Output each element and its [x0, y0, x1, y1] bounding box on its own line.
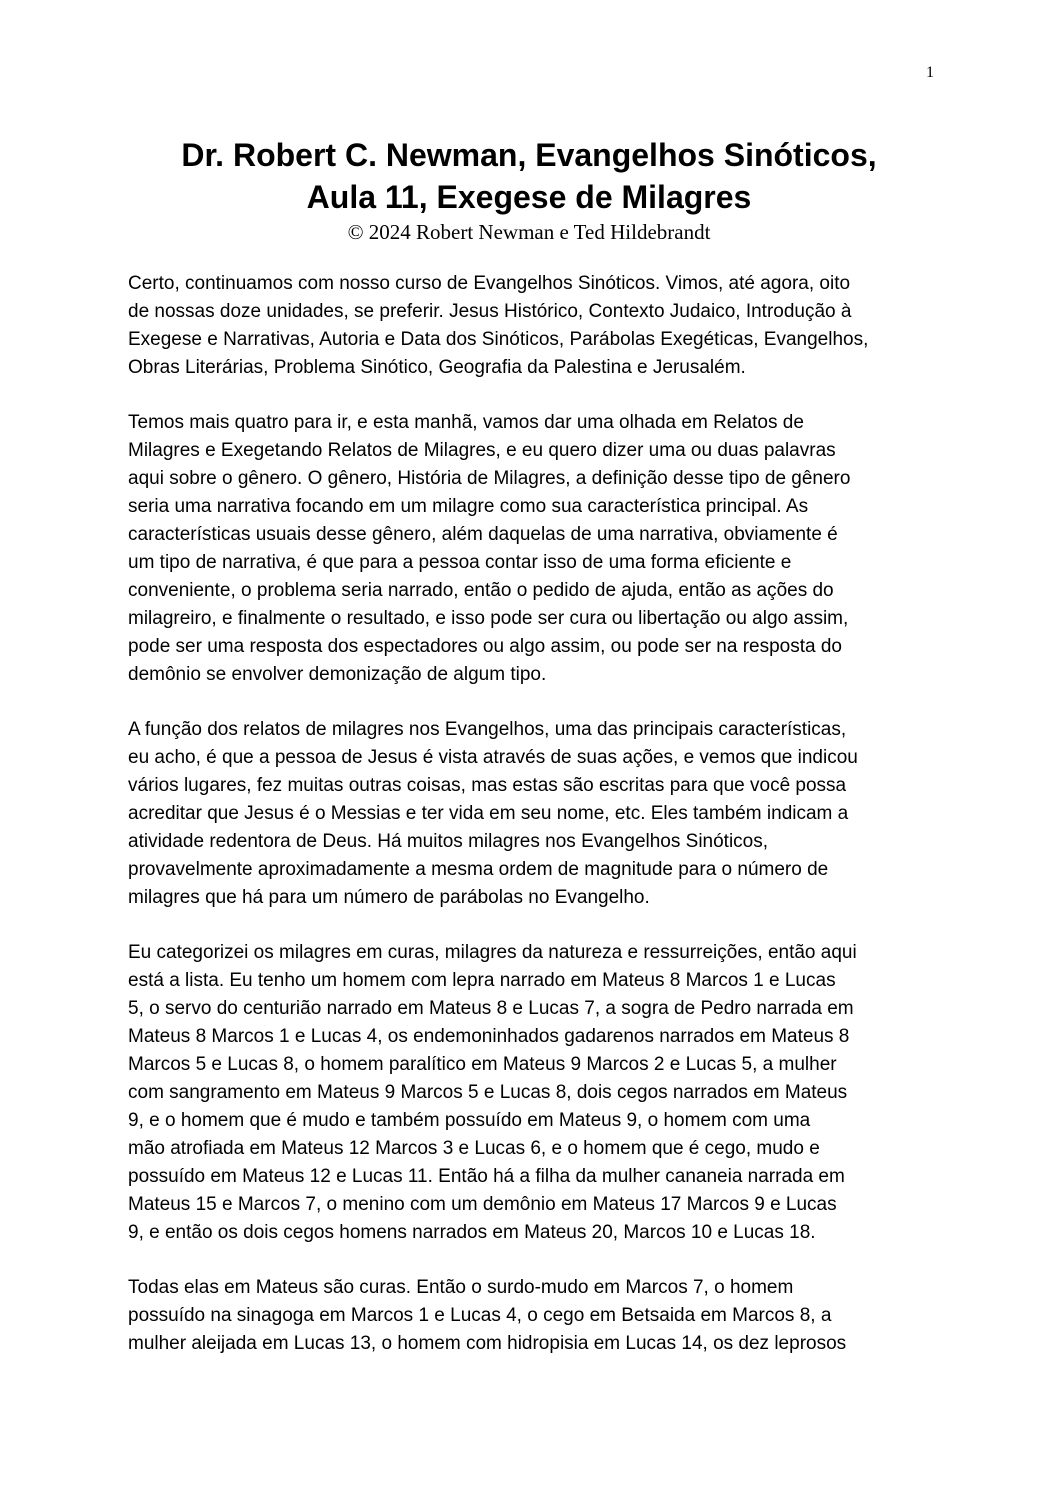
- paragraph-3: A função dos relatos de milagres nos Evangelhos, uma das principais características, eu acho, é que a pessoa de Jesus é vista através de suas ações, e vemos que indicou vários lugares, fez muitas outras coisas, mas estas são escritas para que você possa acreditar que Jesus é o Messias e ter vida em seu nome, etc. Eles também indicam a atividade redentora de Deus. Há muitos milagres nos Evangelhos Sinóticos, provavelmente aproximadamente a mesma ordem de magnitude para o número de milagres que há para um número de parábolas no Evangelho.: [128, 719, 858, 908]
- paragraph-1: Certo, continuamos com nosso curso de Evangelhos Sinóticos. Vimos, até agora, oito de nossas doze unidades, se preferir. Jesus Histórico, Contexto Judaico, Introdução à Exegese e Narrativas, Autoria e Data dos Sinóticos, Parábolas Exegéticas, Evangelhos, Obras Literárias, Problema Sinótico, Geografia da Palestina e Jerusalém.: [128, 273, 869, 378]
- copyright-notice: © 2024 Robert Newman e Ted Hildebrandt: [347, 220, 711, 244]
- paragraph-5: Todas elas em Mateus são curas. Então o surdo-mudo em Marcos 7, o homem possuído na sinagoga em Marcos 1 e Lucas 4, o cego em Betsaida em Marcos 8, a mulher aleijada em Lucas 13, o homem com hidropisia em Lucas 14, os dez leprosos: [128, 1277, 847, 1354]
- title-block: [0, 134, 1058, 246]
- page-number: 1: [926, 64, 934, 81]
- paragraph-2: Temos mais quatro para ir, e esta manhã, vamos dar uma olhada em Relatos de Milagres e Exegetando Relatos de Milagres, e eu quero dizer uma ou duas palavras aqui sobre o gênero. O gênero, História de Milagres, a definição desse tipo de gênero seria uma narrativa focando em um milagre como sua característica principal. As características usuais desse gênero, além daquelas de uma narrativa, obviamente é um tipo de narrativa, é que para a pessoa contar isso de uma forma eficiente e conveniente, o problema seria narrado, então o pedido de ajuda, então as ações do milagreiro, e finalmente o resultado, e isso pode ser cura ou libertação ou algo assim, pode ser uma resposta dos espectadores ou algo assim, ou pode ser na resposta do demônio se envolver demonização de algum tipo.: [128, 412, 851, 685]
- paragraph-4: Eu categorizei os milagres em curas, milagres da natureza e ressurreições, então aqui está a lista. Eu tenho um homem com lepra narrado em Mateus 8 Marcos 1 e Lucas 5, o servo do centurião narrado em Mateus 8 e Lucas 7, a sogra de Pedro narrada em Mateus 8 Marcos 1 e Lucas 4, os endemoninhados gadarenos narrados em Mateus 8 Marcos 5 e Lucas 8, o homem paralítico em Mateus 9 Marcos 2 e Lucas 5, a mulher com sangramento em Mateus 9 Marcos 5 e Lucas 8, dois cegos narrados em Mateus 9, e o homem que é mudo e também possuído em Mateus 9, o homem com uma mão atrofiada em Mateus 12 Marcos 3 e Lucas 6, e o homem que é cego, mudo e possuído em Mateus 12 e Lucas 11. Então há a filha da mulher cananeia narrada em Mateus 15 e Marcos 7, o menino com um demônio em Mateus 17 Marcos 9 e Lucas 9, e então os dois cegos homens narrados em Mateus 20, Marcos 10 e Lucas 18.: [128, 942, 857, 1243]
- document-title-line-2: Aula 11, Exegese de Milagres: [306, 179, 752, 215]
- document-title-line-1: Dr. Robert C. Newman, Evangelhos Sinóticos,: [181, 137, 877, 173]
- document-body: [128, 270, 938, 1385]
